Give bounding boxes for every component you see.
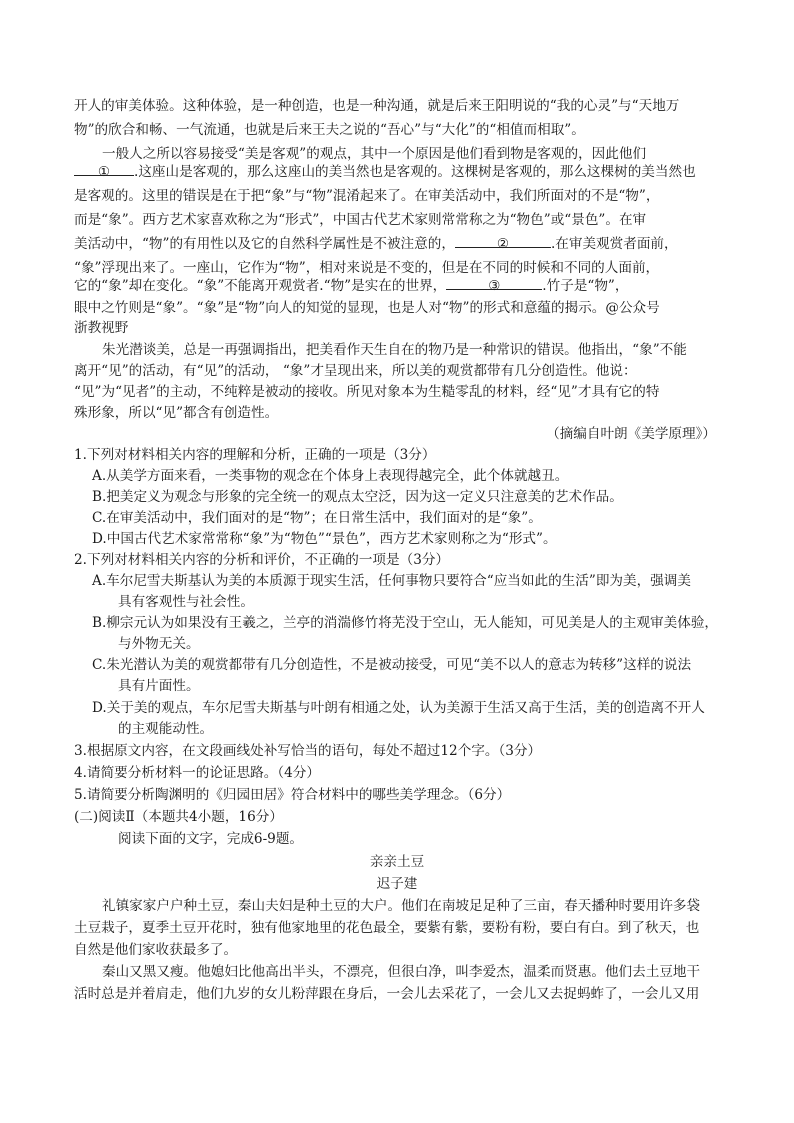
q2-option-d-cont: 的主观能动性。 — [118, 721, 214, 737]
text-line: 而是“象”。西方艺术家喜欢称之为“形式”，中国古代艺术家则常常称之为“物色”或“景色”。在审 — [74, 212, 647, 228]
fill-blank-3[interactable] — [446, 275, 542, 294]
text-segment: 它的“象”却在变化。“象”不能离开观赏者.“物”是实在的世界， — [74, 278, 447, 294]
section-heading: (二)阅读Ⅱ（本题共4小题，16分） — [74, 809, 283, 825]
text-line: “象”浮现出来了。一座山，它作为“物”，相对来说是不变的，但是在不同的时候和不同的人面前， — [74, 260, 660, 276]
text-line: 活时总是并着肩走，他们九岁的女儿粉萍跟在身后，一会儿去采花了，一会儿又去捉蚂蚱了，一会儿又用 — [74, 986, 700, 1002]
text-line: 物”的欣合和畅、一气流通，也就是后来王夫之说的“吾心”与“大化”的“相值而相取”。 — [74, 122, 585, 138]
text-line: 是客观的。这里的错误是在于把“象”与“物”混淆起来了。在审美活动中，我们所面对的不是“物”， — [74, 188, 660, 204]
blank-number: ③ — [488, 278, 501, 294]
text-line: 浙教视野 — [74, 320, 129, 336]
q2-option-d[interactable]: D.关于美的观点，车尔尼雪夫斯基与叶朗有相通之处，认为美源于生活又高于生活，美的创造离不开人 — [92, 700, 705, 716]
fill-blank-2[interactable] — [455, 233, 551, 252]
text-line: “见”为“见者”的主动，不纯粹是被动的接收。所见对象本为生糙零乱的材料，经“见”才具有它的特 — [74, 384, 660, 400]
text-segment: .在审美观赏者面前， — [550, 236, 678, 252]
text-line — [74, 161, 696, 183]
q2-option-a[interactable]: A.车尔尼雪夫斯基认为美的本质源于现实生活，任何事物只要符合“应当如此的生活”即为美，强调美 — [92, 573, 691, 589]
text-line: 一般人之所以容易接受“美是客观”的观点，其中一个原因是他们看到物是客观的，因此他们 — [102, 146, 647, 162]
text-line: 土豆栽子，夏季土豆开花时，独有他家地里的花色最全，要紫有紫，要粉有粉，要白有白。到了秋天，也 — [74, 920, 700, 936]
q2-option-c[interactable]: C.朱光潜认为美的观赏都带有几分创造性，不是被动接受，可见“美不以人的意志为转移”这样的说法 — [92, 657, 692, 673]
question-2-stem: 2.下列对材料相关内容的分析和评价，不正确的一项是（3分） — [74, 552, 450, 568]
article-title: 亲亲土豆 — [369, 854, 425, 870]
q2-option-a-cont: 具有客观性与社会性。 — [118, 594, 254, 610]
question-3: 3.根据原文内容，在文段画线处补写恰当的语句，每处不超过12个字。（3分） — [74, 743, 542, 759]
text-line: 眼中之竹则是“象”。“象”是“物”向人的知觉的显现，也是人对“物”的形式和意蕴的揭示。@公众号 — [74, 300, 660, 316]
text-segment: .这座山是客观的，那么这座山的美当然也是客观的。这棵树是客观的，那么这棵树的美当然也 — [134, 164, 696, 180]
q2-option-b[interactable]: B.柳宗元认为如果没有王羲之，兰亭的消湍修竹将芜没于空山，无人能知，可见美是人的主观审美体验， — [92, 615, 719, 631]
q1-option-b[interactable]: B.把美定义为观念与形象的完全统一的观点太空泛，因为这一定义只注意美的艺术作品。 — [92, 489, 623, 505]
question-1-stem: 1.下列对材料相关内容的理解和分析，正确的一项是（3分） — [74, 447, 436, 463]
source-citation: （摘编自叶朗《美学原理》） — [546, 426, 716, 442]
text-line: 殊形象，所以“见”都含有创造性。 — [74, 405, 279, 421]
q1-option-a[interactable]: A.从美学方面来看，一类事物的观念在个体身上表现得越完全，此个体就越丑。 — [92, 468, 569, 484]
text-line: 朱光潜谈美，总是一再强调指出，把美看作天生自在的物乃是一种常识的错误。他指出，“象”不能 — [102, 342, 687, 358]
text-segment: .竹子是“物”， — [542, 278, 629, 294]
text-line — [74, 233, 678, 255]
text-line: 礼镇家家户户种土豆，秦山夫妇是种土豆的大户。他们在南坡足足种了三亩，春天播种时要用许多袋 — [102, 898, 701, 914]
q2-option-c-cont: 具有片面性。 — [118, 678, 200, 694]
text-segment: 美活动中，“物”的有用性以及它的自然科学属性是不被注意的， — [74, 236, 455, 252]
fill-blank-1[interactable] — [74, 161, 134, 180]
section-instruction: 阅读下面的文字，完成6-9题。 — [118, 831, 304, 847]
question-5: 5.请简要分析陶渊明的《归园田居》符合材料中的哪些美学理念。（6分） — [74, 787, 511, 803]
question-4: 4.请简要分析材料一的论证思路。（4分） — [74, 765, 320, 781]
blank-number: ① — [97, 164, 111, 180]
blank-number: ② — [496, 236, 510, 252]
text-line: 离开“见”的活动，有“见”的活动， “象”才呈现出来，所以美的观赏都带有几分创造性。他说： — [74, 363, 637, 379]
text-line — [74, 275, 628, 297]
q1-option-d[interactable]: D.中国古代艺术家常常称“象”为“物色”“景色”，西方艺术家则称之为“形式”。 — [92, 531, 557, 547]
text-line: 自然是他们家收获最多了。 — [74, 942, 238, 958]
text-line: 秦山又黑又瘦。他媳妇比他高出半头，不漂亮，但很白净，叫李爱杰，温柔而贤惠。他们去土豆地干 — [102, 964, 701, 980]
q1-option-c[interactable]: C.在审美活动中，我们面对的是“物”；在日常生活中，我们面对的是“象”。 — [92, 510, 542, 526]
article-author: 迟子建 — [376, 876, 418, 892]
text-line: 开人的审美体验。这种体验，是一种创造，也是一种沟通，就是后来王阳明说的“我的心灵”与“天地万 — [74, 98, 680, 114]
q2-option-b-cont: 与外物无关。 — [118, 636, 200, 652]
